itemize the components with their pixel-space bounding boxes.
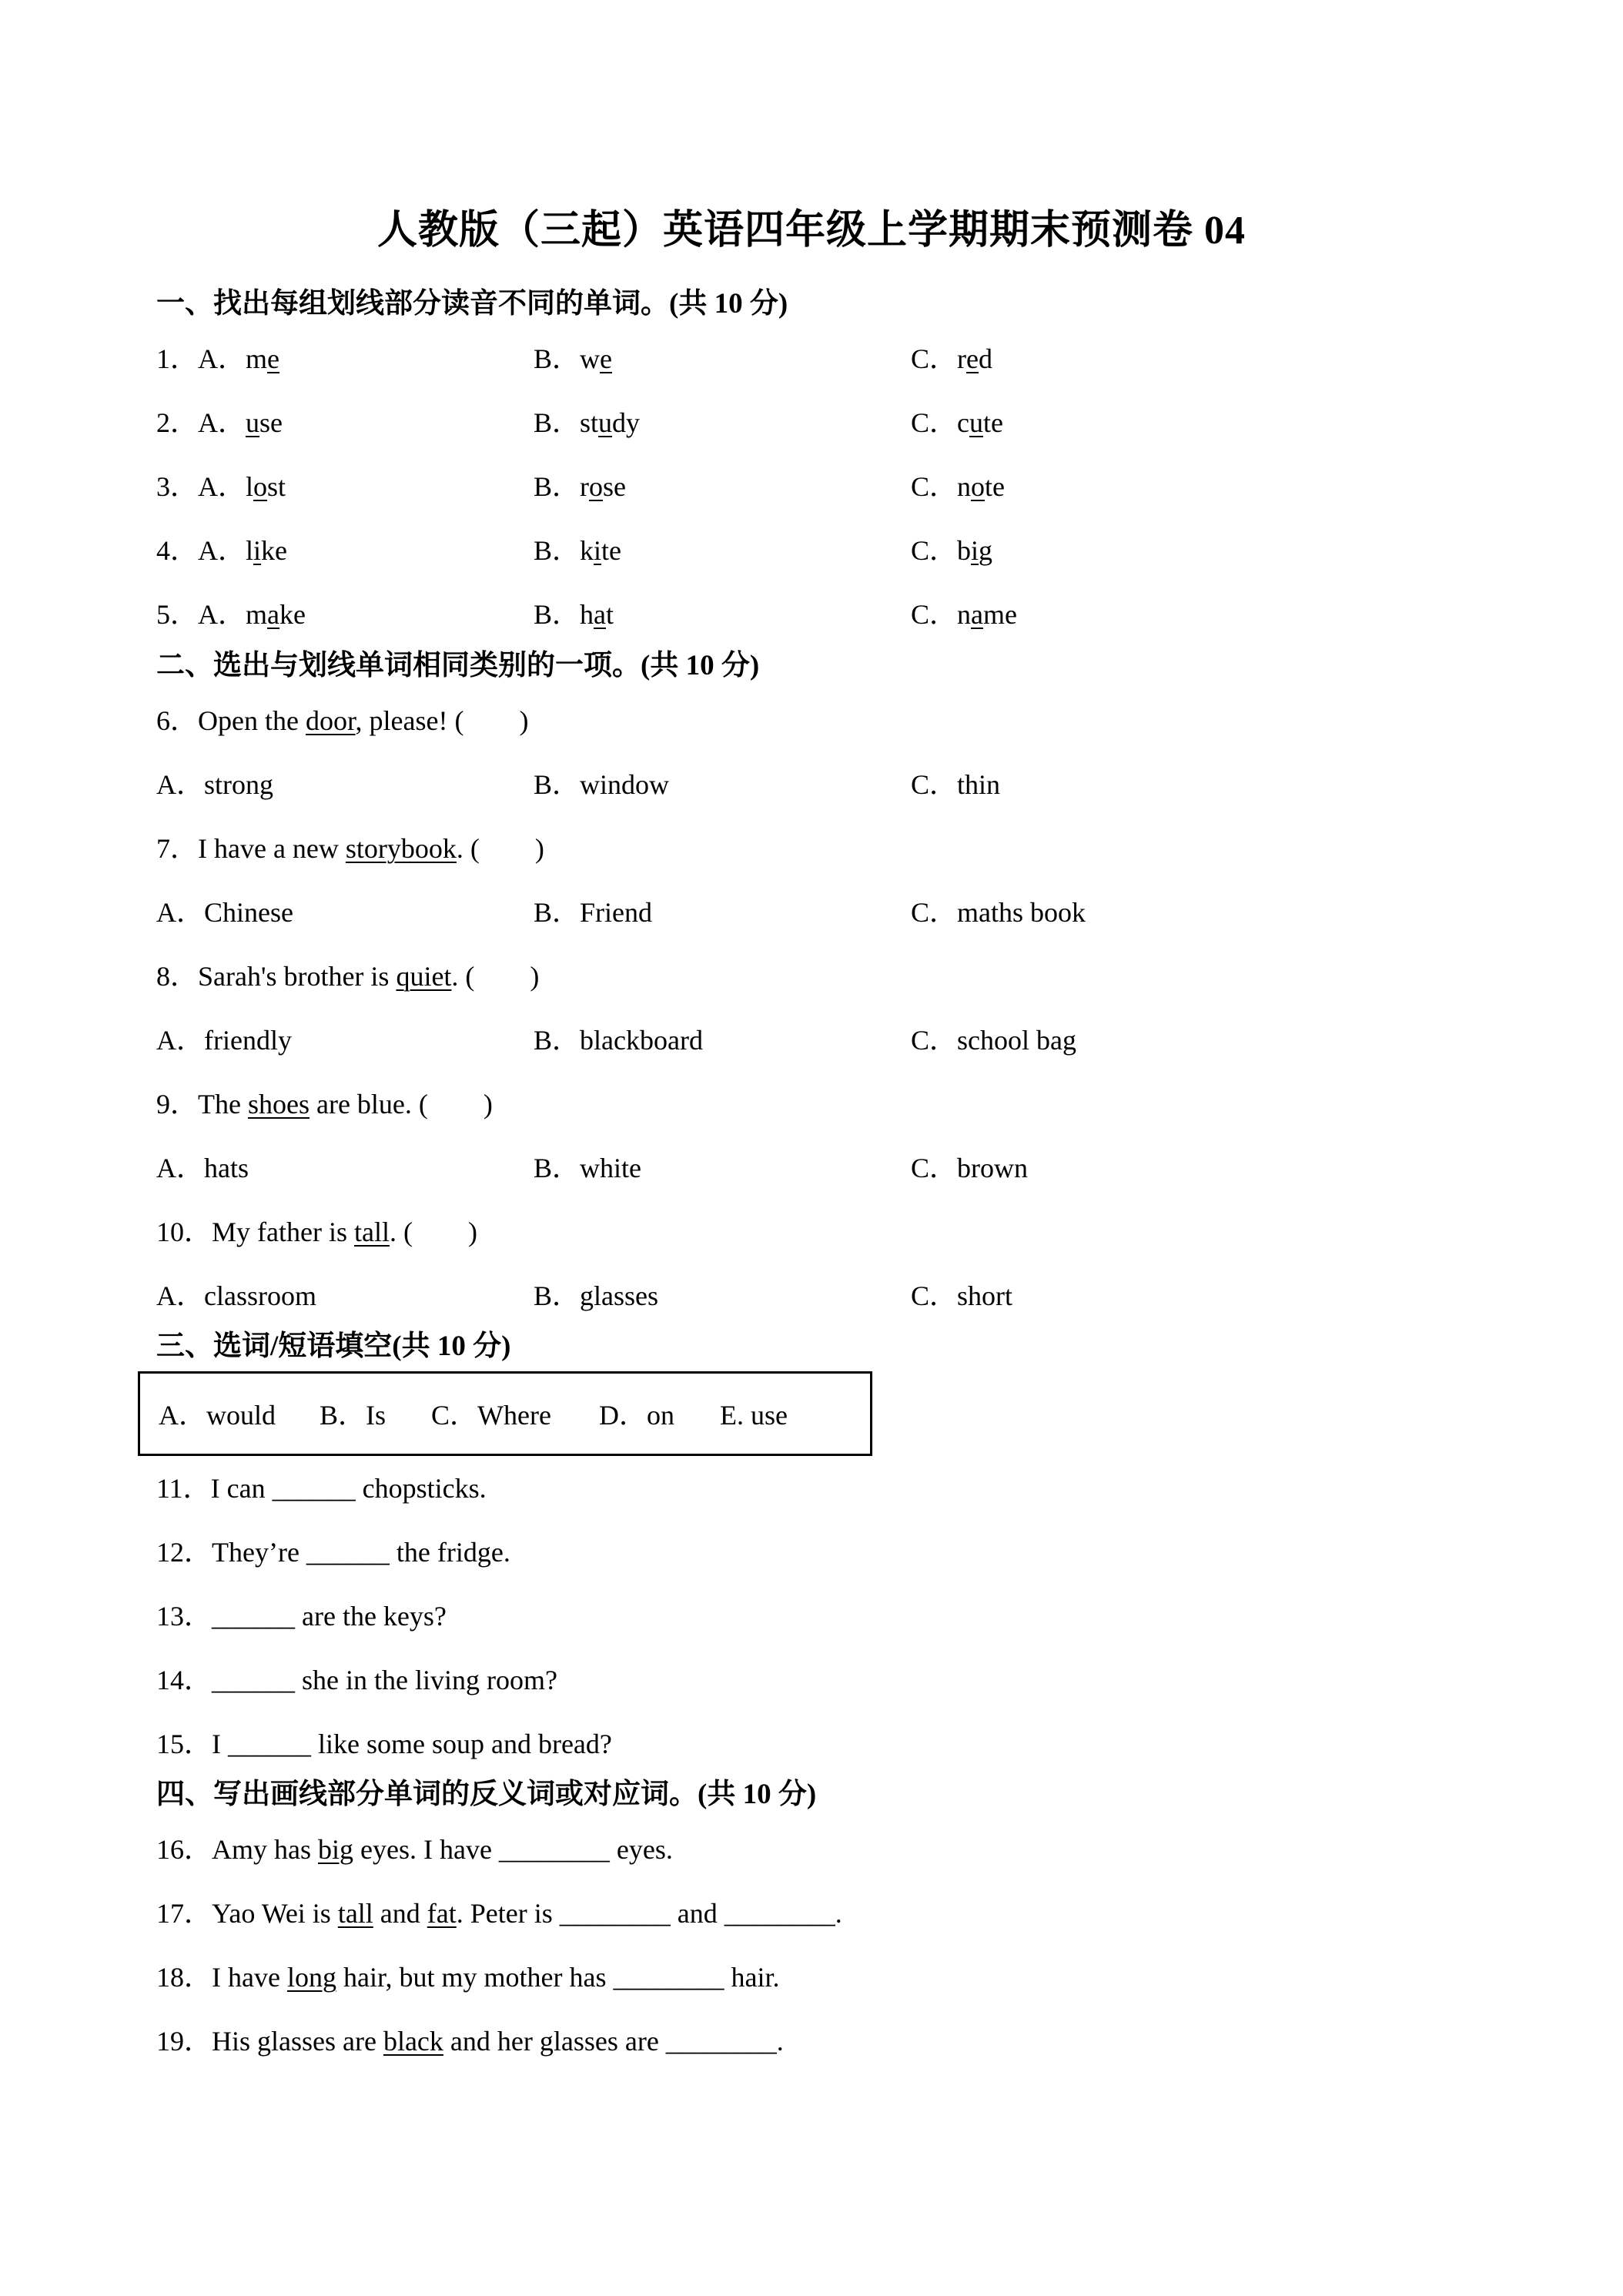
option-c: C．thin (911, 769, 1001, 800)
question-11: 11．I can ______ chopsticks. (156, 1473, 487, 1504)
option-a: 3．A．lost (156, 471, 286, 502)
option-a: 1．A．me (156, 343, 280, 374)
question-19: 19．His glasses are black and her glasses are ________. (156, 2026, 784, 2057)
question-17: 17．Yao Wei is tall and fat. Peter is ________ and ________. (156, 1898, 842, 1929)
section-heading-1: 一、找出每组划线部分读音不同的单词。(共 10 分) (156, 288, 788, 320)
option-a: A．hats (156, 1153, 249, 1183)
option-c: C．red (911, 343, 992, 374)
option-a: A．strong (156, 769, 273, 800)
option-b: B．we (534, 343, 612, 374)
option-a: 5．A．make (156, 599, 306, 630)
section-heading-4: 四、写出画线部分单词的反义词或对应词。(共 10 分) (156, 1779, 817, 1810)
option-a: A．friendly (156, 1025, 292, 1056)
option-a: A．classroom (156, 1280, 316, 1311)
option-b: B．kite (534, 535, 622, 566)
option-a: 2．A．use (156, 407, 283, 438)
option-b: B．window (534, 769, 670, 800)
option-c: C．name (911, 599, 1017, 630)
option-b: B．rose (534, 471, 627, 502)
option-b: B．white (534, 1153, 641, 1183)
option-c: C．cute (911, 407, 1003, 438)
section-heading-2: 二、选出与划线单词相同类别的一项。(共 10 分) (156, 650, 760, 681)
question-10: 10．My father is tall. ( ) (156, 1217, 477, 1247)
question-14: 14．______ she in the living room? (156, 1665, 557, 1695)
word-bank-option: A．would (159, 1400, 276, 1431)
option-c: C．note (911, 471, 1005, 502)
word-bank-box (138, 1371, 872, 1456)
option-c: C．big (911, 535, 993, 566)
option-b: B．study (534, 407, 641, 438)
question-12: 12．They’re ______ the fridge. (156, 1537, 510, 1568)
option-c: C．short (911, 1280, 1013, 1311)
option-a: 4．A．like (156, 535, 288, 566)
option-c: C．maths book (911, 897, 1086, 928)
question-15: 15．I ______ like some soup and bread? (156, 1729, 612, 1759)
question-8: 8．Sarah's brother is quiet. ( ) (156, 961, 540, 992)
option-b: B．glasses (534, 1280, 659, 1311)
option-a: A．Chinese (156, 897, 293, 928)
word-bank-option: C．Where (431, 1400, 551, 1431)
word-bank-option: B．Is (320, 1400, 387, 1431)
word-bank-option: E. use (720, 1400, 788, 1431)
option-c: C．school bag (911, 1025, 1076, 1056)
option-b: B．hat (534, 599, 614, 630)
option-b: B．blackboard (534, 1025, 703, 1056)
word-bank-option: D．on (599, 1400, 674, 1431)
question-7: 7．I have a new storybook. ( ) (156, 833, 544, 864)
page-title: 人教版（三起）英语四年级上学期期末预测卷 04 (376, 209, 1246, 253)
question-18: 18．I have long hair, but my mother has ________ hair. (156, 1962, 780, 1993)
section-heading-3: 三、选词/短语填空(共 10 分) (156, 1330, 511, 1362)
question-6: 6．Open the door, please! ( ) (156, 705, 529, 736)
question-9: 9．The shoes are blue. ( ) (156, 1089, 493, 1120)
question-16: 16．Amy has big eyes. I have ________ eyes. (156, 1834, 673, 1865)
option-c: C．brown (911, 1153, 1028, 1183)
question-13: 13．______ are the keys? (156, 1601, 447, 1632)
option-b: B．Friend (534, 897, 653, 928)
